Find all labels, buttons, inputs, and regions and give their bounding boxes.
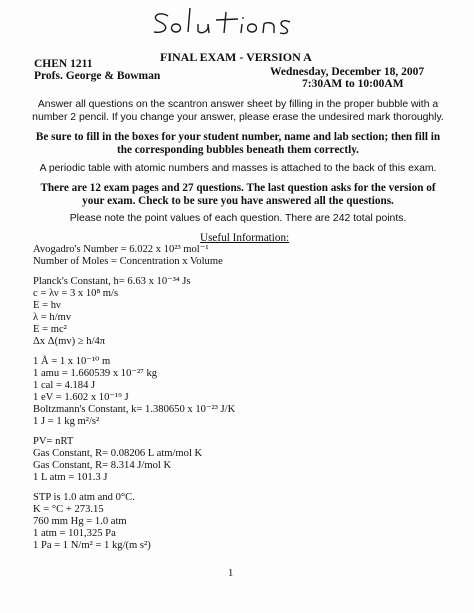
info-planck: Planck's Constant, h= 6.63 x 10⁻³⁴ Js xyxy=(33,276,191,287)
course-code: CHEN 1211 xyxy=(34,58,93,70)
exam-time: 7:30AM to 10:00AM xyxy=(302,78,404,90)
info-uncertainty: Δx Δ(mv) ≥ h/4π xyxy=(33,336,106,347)
info-avogadro: Avogadro's Number = 6.022 x 10²³ mol⁻¹ xyxy=(33,244,209,255)
info-mmhg: 760 mm Hg = 1.0 atm xyxy=(33,516,127,527)
exam-title: FINAL EXAM - VERSION A xyxy=(160,50,312,64)
info-ideal-gas: PV= nRT xyxy=(33,436,74,447)
info-joule: 1 J = 1 kg m²/s² xyxy=(33,416,100,427)
info-pascal-atm: 1 atm = 101,325 Pa xyxy=(33,528,116,539)
instruction-scantron: Answer all questions on the scantron answer sheet by filling in the proper bubble with a number 2 pencil. If you change your answer, please erase the undesired mark thoroughly. xyxy=(32,99,444,123)
info-photon-energy: E = hν xyxy=(33,300,61,311)
info-amu: 1 amu = 1.660539 x 10⁻²⁷ kg xyxy=(33,368,158,379)
instruction-periodic-table: A periodic table with atomic numbers and masses is attached to the back of this exam. xyxy=(39,163,437,174)
info-kelvin: K = °C + 273.15 xyxy=(33,504,104,515)
info-gas-constant-joule: Gas Constant, R= 8.314 J/mol K xyxy=(33,460,172,471)
info-moles: Number of Moles = Concentration x Volume xyxy=(33,256,223,267)
instruction-fill-boxes: Be sure to fill in the boxes for your student number, name and lab section; then fill in the corresponding bubbles beneath them correctly. xyxy=(35,131,441,156)
info-speed-of-light: c = λν = 3 x 10⁸ m/s xyxy=(33,288,119,299)
info-stp: STP is 1.0 atm and 0°C. xyxy=(33,492,135,503)
info-liter-atm: 1 L atm = 101.3 J xyxy=(33,472,108,483)
professors: Profs. George & Bowman xyxy=(34,70,161,82)
info-gas-constant-atm: Gas Constant, R= 0.08206 L atm/mol K xyxy=(33,448,203,459)
info-de-broglie: λ = h/mv xyxy=(33,312,72,323)
instruction-page-count: There are 12 exam pages and 27 questions. The last question asks for the version of your exam. Check to be sure you have answered all the questions. xyxy=(40,182,436,207)
handwritten-solutions-title xyxy=(148,2,298,42)
exam-date: Wednesday, December 18, 2007 xyxy=(270,66,425,78)
page-number: 1 xyxy=(228,568,234,579)
info-pascal-definition: 1 Pa = 1 N/m² = 1 kg/(m s²) xyxy=(33,540,151,551)
info-angstrom: 1 Å = 1 x 10⁻¹⁰ m xyxy=(33,356,111,367)
handwriting-sketch xyxy=(148,2,298,42)
info-electron-volt: 1 eV = 1.602 x 10⁻¹⁹ J xyxy=(33,392,129,403)
info-calorie: 1 cal = 4.184 J xyxy=(33,380,96,391)
info-boltzmann: Boltzmann's Constant, k= 1.380650 x 10⁻²³ J/K xyxy=(33,404,236,415)
info-mass-energy: E = mc² xyxy=(33,324,67,335)
instruction-point-values: Please note the point values of each question. There are 242 total points. xyxy=(69,213,407,224)
useful-information-heading: Useful Information: xyxy=(200,232,290,244)
